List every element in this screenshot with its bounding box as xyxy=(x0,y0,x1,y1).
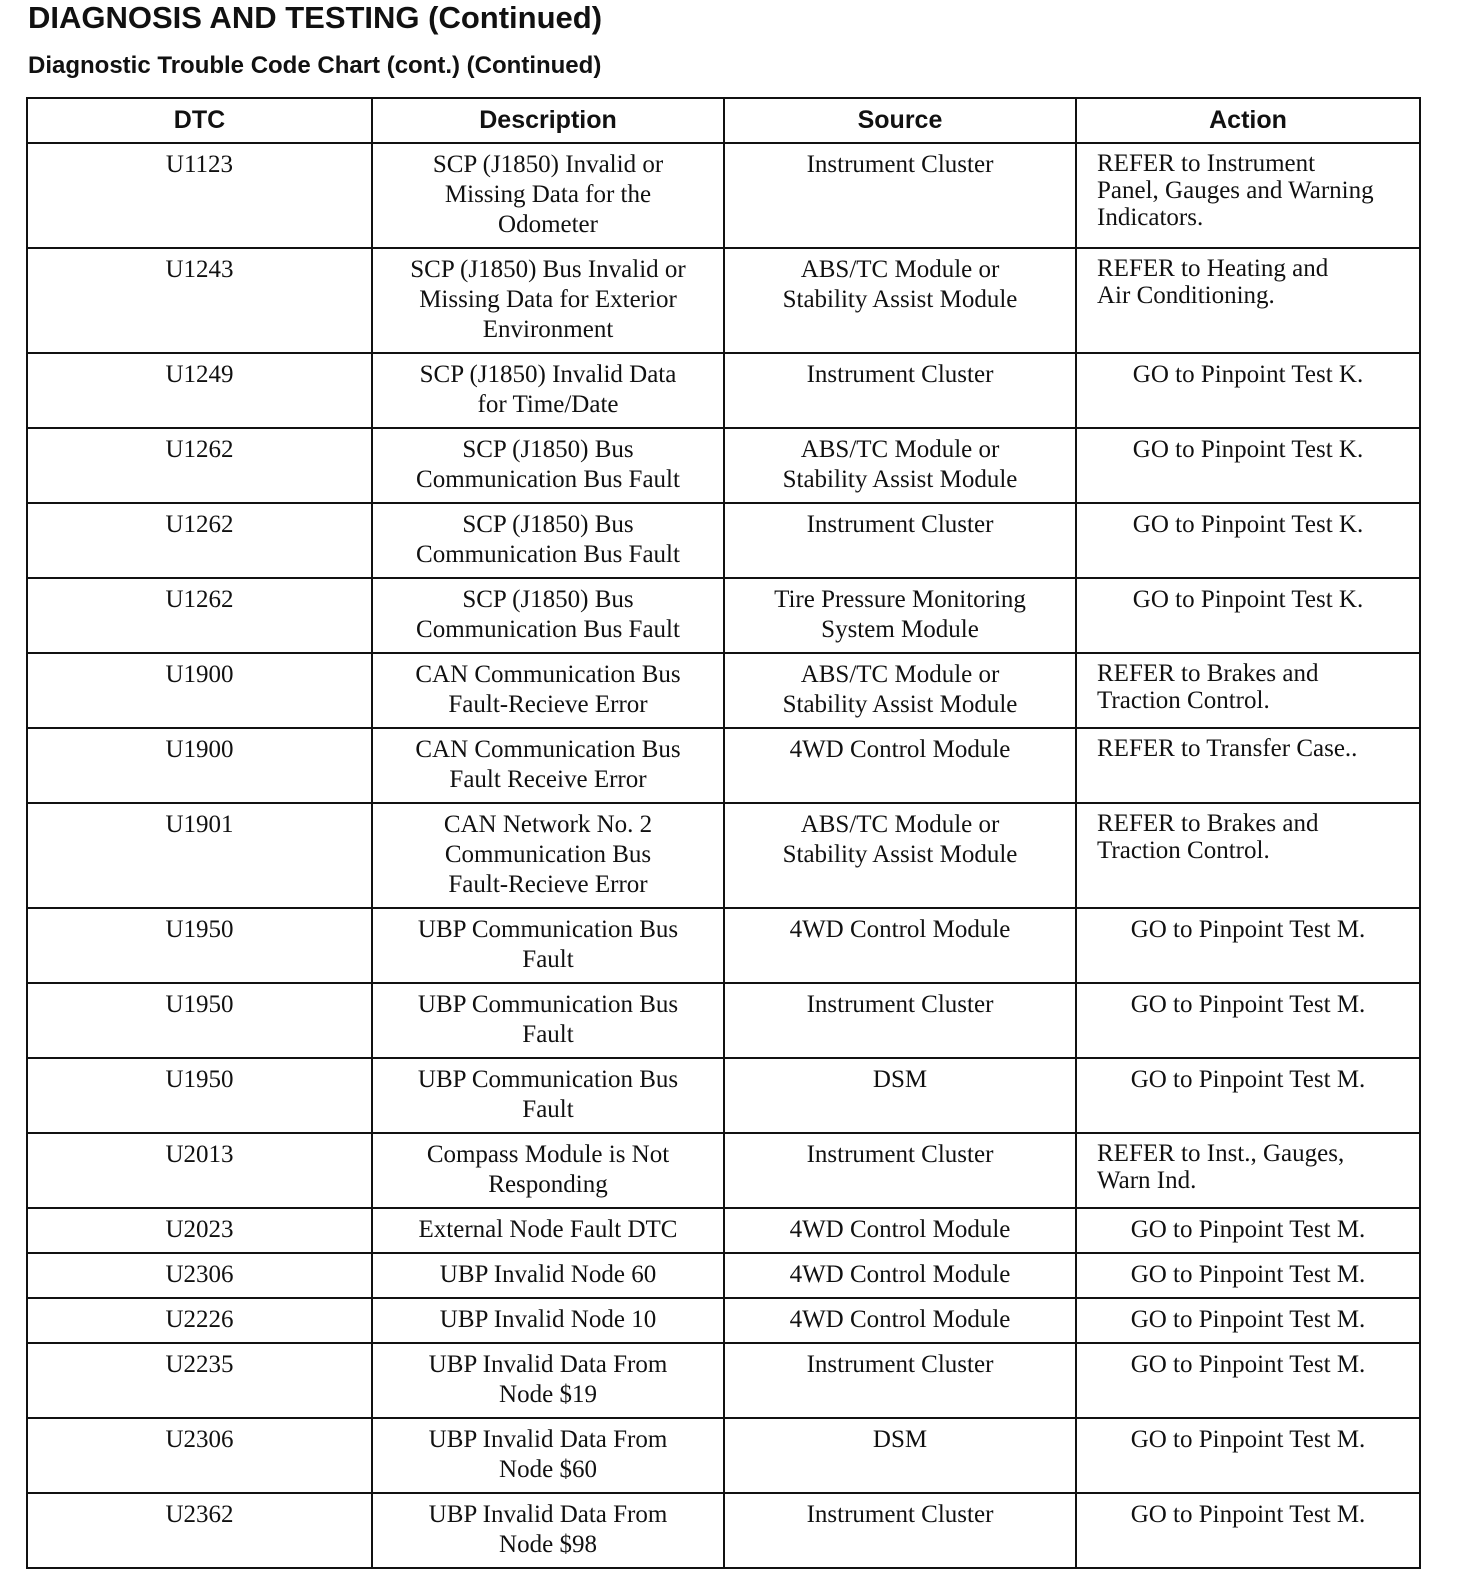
table-row xyxy=(27,1253,1420,1298)
cell-source: Instrument Cluster xyxy=(724,1493,1076,1568)
cell-action: GO to Pinpoint Test M. xyxy=(1076,1418,1420,1493)
cell-description: UBP Communication Bus Fault xyxy=(372,908,724,983)
cell-action: GO to Pinpoint Test K. xyxy=(1076,578,1420,653)
cell-action: REFER to Brakes and Traction Control. xyxy=(1076,803,1420,908)
cell-source: DSM xyxy=(724,1418,1076,1493)
table-row xyxy=(27,428,1420,503)
cell-description: SCP (J1850) Bus Communication Bus Fault xyxy=(372,428,724,503)
cell-action: REFER to Brakes and Traction Control. xyxy=(1076,653,1420,728)
cell-action: GO to Pinpoint Test M. xyxy=(1076,1343,1420,1418)
table-row xyxy=(27,1343,1420,1418)
cell-description: UBP Communication Bus Fault xyxy=(372,1058,724,1133)
table-row xyxy=(27,728,1420,803)
cell-dtc: U1950 xyxy=(27,908,372,983)
cell-source: ABS/TC Module or Stability Assist Module xyxy=(724,803,1076,908)
table-row xyxy=(27,578,1420,653)
table-row xyxy=(27,803,1420,908)
cell-description: CAN Communication Bus Fault Receive Error xyxy=(372,728,724,803)
cell-action: REFER to Inst., Gauges, Warn Ind. xyxy=(1076,1133,1420,1208)
cell-source: 4WD Control Module xyxy=(724,1253,1076,1298)
cell-description: UBP Invalid Data From Node $60 xyxy=(372,1418,724,1493)
table-row xyxy=(27,1298,1420,1343)
cell-dtc: U1262 xyxy=(27,503,372,578)
cell-description: UBP Invalid Data From Node $19 xyxy=(372,1343,724,1418)
cell-description: CAN Network No. 2 Communication Bus Fault-Recieve Error xyxy=(372,803,724,908)
table-row xyxy=(27,248,1420,353)
cell-source: Instrument Cluster xyxy=(724,143,1076,248)
cell-description: Compass Module is Not Responding xyxy=(372,1133,724,1208)
cell-dtc: U1900 xyxy=(27,728,372,803)
column-header-description: Description xyxy=(372,98,724,143)
cell-action: GO to Pinpoint Test M. xyxy=(1076,908,1420,983)
cell-action: GO to Pinpoint Test M. xyxy=(1076,1058,1420,1133)
table-row xyxy=(27,983,1420,1058)
cell-dtc: U1900 xyxy=(27,653,372,728)
table-row xyxy=(27,503,1420,578)
cell-action: REFER to Instrument Panel, Gauges and Warning Indicators. xyxy=(1076,143,1420,248)
cell-source: 4WD Control Module xyxy=(724,1208,1076,1253)
cell-action: GO to Pinpoint Test M. xyxy=(1076,1208,1420,1253)
cell-source: ABS/TC Module or Stability Assist Module xyxy=(724,248,1076,353)
cell-action: GO to Pinpoint Test M. xyxy=(1076,1298,1420,1343)
cell-description: SCP (J1850) Bus Invalid or Missing Data for Exterior Environment xyxy=(372,248,724,353)
cell-dtc: U1950 xyxy=(27,983,372,1058)
cell-dtc: U2306 xyxy=(27,1418,372,1493)
cell-description: SCP (J1850) Bus Communication Bus Fault xyxy=(372,578,724,653)
chart-subtitle: Diagnostic Trouble Code Chart (cont.) (Continued) xyxy=(28,52,602,79)
cell-action: GO to Pinpoint Test M. xyxy=(1076,983,1420,1058)
cell-action: GO to Pinpoint Test M. xyxy=(1076,1493,1420,1568)
cell-source: Instrument Cluster xyxy=(724,503,1076,578)
cell-dtc: U1901 xyxy=(27,803,372,908)
cell-dtc: U1262 xyxy=(27,578,372,653)
cell-dtc: U1950 xyxy=(27,1058,372,1133)
cell-source: 4WD Control Module xyxy=(724,908,1076,983)
cell-dtc: U2023 xyxy=(27,1208,372,1253)
page-title: DIAGNOSIS AND TESTING (Continued) xyxy=(28,0,603,35)
table-row xyxy=(27,353,1420,428)
cell-source: ABS/TC Module or Stability Assist Module xyxy=(724,428,1076,503)
cell-description: SCP (J1850) Bus Communication Bus Fault xyxy=(372,503,724,578)
cell-source: Tire Pressure Monitoring System Module xyxy=(724,578,1076,653)
cell-dtc: U1243 xyxy=(27,248,372,353)
cell-dtc: U1249 xyxy=(27,353,372,428)
cell-action: REFER to Heating and Air Conditioning. xyxy=(1076,248,1420,353)
cell-source: ABS/TC Module or Stability Assist Module xyxy=(724,653,1076,728)
cell-dtc: U2362 xyxy=(27,1493,372,1568)
cell-description: UBP Invalid Node 60 xyxy=(372,1253,724,1298)
cell-source: Instrument Cluster xyxy=(724,1133,1076,1208)
cell-description: UBP Invalid Data From Node $98 xyxy=(372,1493,724,1568)
cell-source: Instrument Cluster xyxy=(724,353,1076,428)
cell-action: GO to Pinpoint Test K. xyxy=(1076,503,1420,578)
table-row xyxy=(27,653,1420,728)
column-header-action: Action xyxy=(1076,98,1420,143)
cell-description: UBP Communication Bus Fault xyxy=(372,983,724,1058)
cell-dtc: U2226 xyxy=(27,1298,372,1343)
cell-source: 4WD Control Module xyxy=(724,728,1076,803)
cell-source: 4WD Control Module xyxy=(724,1298,1076,1343)
column-header-dtc: DTC xyxy=(27,98,372,143)
table-row xyxy=(27,1058,1420,1133)
cell-dtc: U2013 xyxy=(27,1133,372,1208)
cell-source: Instrument Cluster xyxy=(724,1343,1076,1418)
table-row xyxy=(27,1418,1420,1493)
dtc-table xyxy=(26,97,1421,1569)
cell-dtc: U2306 xyxy=(27,1253,372,1298)
cell-dtc: U2235 xyxy=(27,1343,372,1418)
cell-description: SCP (J1850) Invalid Data for Time/Date xyxy=(372,353,724,428)
cell-dtc: U1123 xyxy=(27,143,372,248)
cell-source: Instrument Cluster xyxy=(724,983,1076,1058)
cell-action: REFER to Transfer Case.. xyxy=(1076,728,1420,803)
cell-action: GO to Pinpoint Test K. xyxy=(1076,353,1420,428)
cell-action: GO to Pinpoint Test M. xyxy=(1076,1253,1420,1298)
cell-dtc: U1262 xyxy=(27,428,372,503)
table-row xyxy=(27,1208,1420,1253)
table-row xyxy=(27,908,1420,983)
table-row xyxy=(27,1133,1420,1208)
table-row xyxy=(27,1493,1420,1568)
cell-source: DSM xyxy=(724,1058,1076,1133)
table-header-row xyxy=(27,98,1420,143)
table-row xyxy=(27,143,1420,248)
cell-action: GO to Pinpoint Test K. xyxy=(1076,428,1420,503)
cell-description: External Node Fault DTC xyxy=(372,1208,724,1253)
cell-description: UBP Invalid Node 10 xyxy=(372,1298,724,1343)
cell-description: CAN Communication Bus Fault-Recieve Error xyxy=(372,653,724,728)
column-header-source: Source xyxy=(724,98,1076,143)
cell-description: SCP (J1850) Invalid or Missing Data for the Odometer xyxy=(372,143,724,248)
